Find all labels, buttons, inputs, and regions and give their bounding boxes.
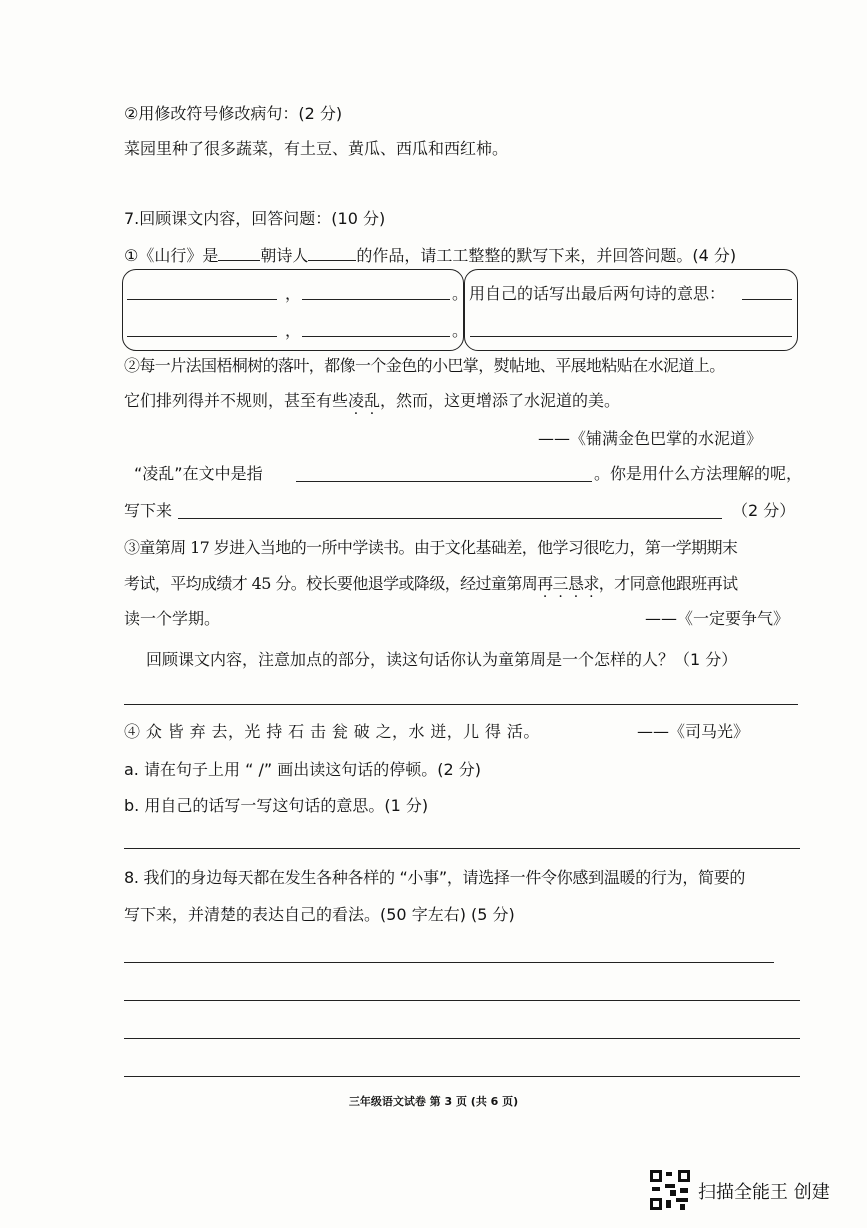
- q7-s3-line1: ③童第周 17 岁进入当地的一所中学读书。由于文化基础差，他学习很吃力，第一学期期末: [124, 538, 738, 557]
- q7-s3-line2: [124, 574, 737, 594]
- poet-blank[interactable]: [308, 246, 356, 261]
- q7-s1-text-b: 朝诗人: [260, 246, 309, 265]
- poem-line-2-blank[interactable]: [302, 299, 450, 300]
- dotted-char-san: 三: [552, 574, 568, 593]
- poem-line-3-blank[interactable]: [127, 336, 277, 337]
- dotted-char-luan: 乱: [364, 391, 381, 410]
- q7-s2-source: ——《铺满金色巴掌的水泥道》: [538, 429, 763, 448]
- poem-line-4-blank[interactable]: [302, 336, 450, 337]
- q7-s1-prompt: [124, 246, 736, 266]
- q7-s4-source: ——《司马光》: [637, 722, 750, 741]
- q7-s2-line2: [124, 391, 620, 411]
- q7-s4-a: a. 请在句子上用 “ /” 画出读这句话的停顿。(2 分): [124, 760, 481, 779]
- dotted-char-zai: 再: [537, 574, 553, 593]
- dynasty-blank[interactable]: [218, 246, 260, 261]
- q6-sub2-title: ②用修改符号修改病句：(2 分): [124, 104, 343, 123]
- q7-s2-question-b: 。你是用什么方法理解的呢，: [594, 464, 803, 483]
- page-footer: 三年级语文试卷 第 3 页 (共 6 页): [348, 1095, 519, 1108]
- q8-line2: 写下来，并清楚的表达自己的看法。(50 字左右) (5 分): [124, 905, 515, 924]
- q8-line1: 8. 我们的身边每天都在发生各种各样的 “小事”，请选择一件令你感到温暖的行为，简要的: [124, 868, 746, 887]
- dotted-char-ken: 恳: [567, 574, 584, 593]
- q7-s2-question-a: “凌乱”在文中是指: [134, 464, 263, 483]
- poem-period-2: 。: [452, 321, 469, 340]
- q7-s3-source: ——《一定要争气》: [645, 609, 790, 628]
- qr-code-icon: [650, 1170, 690, 1210]
- essay-line-1[interactable]: [124, 962, 774, 963]
- dotted-char-ling: 凌: [348, 391, 365, 410]
- q7-s2-points: （2 分）: [732, 501, 796, 520]
- poem-comma-1: ，: [285, 284, 302, 303]
- q6-sentence: 菜园里种了很多蔬菜，有土豆、黄瓜、西瓜和西红柿。: [124, 139, 509, 158]
- q7-s1-text-a: ①《山行》是: [124, 246, 219, 265]
- q7-s4-b: b. 用自己的话写一写这句话的意思。(1 分): [124, 796, 429, 815]
- essay-line-2[interactable]: [124, 1000, 800, 1001]
- q7-s2-line1: ②每一片法国梧桐树的落叶，都像一个金色的小巴掌，熨帖地、平展地粘贴在水泥道上。: [124, 356, 725, 375]
- q7-s1-text-c: 的作品，请工工整整的默写下来，并回答问题。(4 分): [356, 246, 737, 265]
- meaning-prompt: 用自己的话写出最后两句诗的意思：: [469, 284, 726, 303]
- q7-s4-text: ④ 众 皆 弃 去，光 持 石 击 瓮 破 之，水 迸，儿 得 活。: [124, 722, 540, 741]
- translation-answer-line[interactable]: [124, 848, 800, 849]
- poem-period-1: 。: [452, 284, 469, 303]
- q7-s2-text-b: ，然而，这更增添了水泥道的美。: [380, 391, 621, 410]
- q7-s3-question: 回顾课文内容，注意加点的部分，读这句话你认为童第周是一个怎样的人？（1 分）: [146, 650, 738, 669]
- q7-s3-line3: 读一个学期。: [124, 609, 221, 628]
- q7-s2-question-c: 写下来: [124, 501, 173, 520]
- poem-meaning-box[interactable]: [464, 269, 798, 351]
- dotted-char-qiu: 求: [583, 574, 599, 593]
- q7-s3-text-a: 考试，平均成绩才 45 分。校长要他退学或降级，经过童第周: [124, 574, 538, 593]
- q7-s2-text-a: 它们排列得并不规则，甚至有些: [124, 391, 349, 410]
- essay-line-3[interactable]: [124, 1038, 800, 1039]
- poem-line-1-blank[interactable]: [127, 299, 277, 300]
- watermark-text: 扫描全能王 创建: [698, 1182, 830, 1203]
- q7-title: 7.回顾课文内容，回答问题：(10 分): [124, 209, 386, 228]
- poem-comma-2: ，: [285, 321, 302, 340]
- meaning-blank-1[interactable]: [742, 299, 792, 300]
- meaning-blank-2[interactable]: [470, 336, 792, 337]
- essay-line-4[interactable]: [124, 1076, 800, 1077]
- character-answer-line[interactable]: [124, 704, 798, 705]
- method-answer-blank[interactable]: [178, 518, 722, 519]
- meaning-of-lingluan-blank[interactable]: [296, 481, 592, 482]
- q7-s3-text-b: ，才同意他跟班再试: [598, 574, 738, 593]
